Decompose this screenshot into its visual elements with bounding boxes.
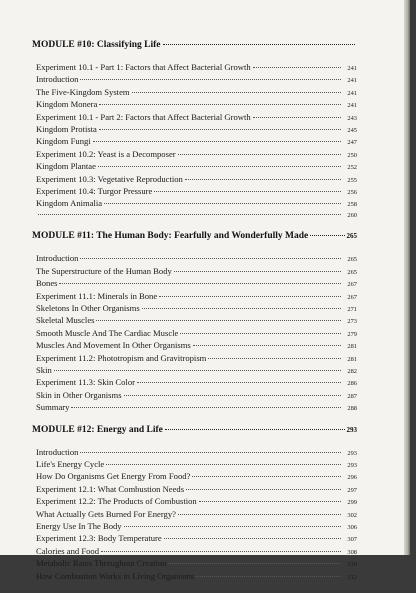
module-11-section [32, 231, 357, 414]
entry-title: Experiment 11.2: Phototropism and Gravitropism [36, 352, 207, 363]
entry-title: Smooth Muscle And The Cardiac Muscle [36, 327, 179, 338]
entry-page: 250 [347, 151, 357, 159]
toc-entry [32, 533, 357, 545]
toc-entry [32, 266, 357, 278]
entry-page: 245 [347, 127, 357, 135]
toc-entry [32, 365, 357, 377]
entry-page: 273 [347, 318, 357, 326]
entry-page: 241 [347, 65, 357, 72]
dot-leader [96, 320, 341, 321]
entry-page: 297 [347, 486, 357, 494]
entry-page: 252 [347, 164, 357, 172]
toc-entry [32, 62, 357, 74]
toc-entry [32, 571, 357, 583]
module-10-section [32, 40, 357, 221]
dot-leader [180, 333, 341, 334]
toc-entry [32, 136, 357, 148]
dot-leader [163, 44, 355, 45]
dot-leader [59, 283, 341, 284]
entry-page: 241 [347, 89, 357, 97]
toc-entry [32, 124, 357, 136]
entry-title: Energy Use In The Body [36, 521, 122, 531]
entry-page: 241 [347, 77, 357, 85]
toc-entry [32, 87, 357, 99]
toc-entry [32, 546, 357, 558]
entry-page: 306 [347, 524, 357, 531]
entry-title: Experiment 10.1 - Part 2: Factors that Affect Bacterial Growth [36, 111, 251, 122]
dot-leader [174, 271, 341, 272]
entry-page: 281 [347, 343, 357, 351]
entry-page: 247 [347, 139, 357, 147]
toc-entry [32, 303, 357, 315]
entry-page: 265 [347, 268, 357, 276]
dot-leader [99, 129, 341, 130]
entry-page: 267 [347, 281, 357, 289]
entry-title: Skin in Other Organisms [36, 389, 122, 400]
entry-page: 293 [347, 449, 357, 457]
toc-entry [32, 291, 357, 303]
entry-page: 299 [347, 499, 357, 507]
entry-title: Calories and Food [36, 545, 100, 556]
entry-title: Experiment 10.4: Turgor Pressure [36, 186, 153, 197]
entry-title: Skeletons In Other Organisms [36, 302, 140, 313]
dot-leader [178, 514, 341, 515]
dot-leader [193, 345, 341, 346]
entry-title: Kingdom Protista [36, 124, 97, 135]
entry-title: Skin [36, 364, 52, 375]
entry-title: Summary [36, 402, 70, 413]
toc-entry [32, 149, 357, 161]
dot-leader [106, 464, 341, 465]
dot-leader [80, 258, 341, 259]
entry-title: The Five-Kingdom System [36, 86, 130, 97]
toc-entry [32, 174, 357, 186]
dot-leader [104, 203, 341, 204]
dot-leader [208, 358, 341, 359]
dot-leader [80, 452, 341, 453]
dot-leader [186, 489, 341, 490]
entry-page: 281 [347, 355, 357, 363]
entry-page: 260 [347, 211, 357, 219]
toc-entry [32, 509, 357, 521]
entry-list [32, 253, 357, 414]
entry-page: 258 [347, 201, 357, 209]
dot-leader [168, 563, 341, 564]
entry-title: Experiment 12.2: The Products of Combustion [36, 496, 197, 507]
entry-title: Introduction [36, 446, 79, 457]
toc-entry [32, 459, 357, 471]
entry-page: 308 [347, 548, 357, 556]
entry-title: Bones [36, 278, 58, 289]
toc-entry [32, 99, 357, 111]
entry-title: Experiment 11.1: Minerals in Bone [36, 290, 158, 301]
toc-entry [32, 74, 357, 86]
toc-entry [32, 390, 357, 402]
entry-title: Kingdom Animalia [36, 198, 103, 209]
toc-entry [32, 211, 357, 221]
toc-entry [32, 340, 357, 352]
dot-leader [185, 179, 341, 180]
dot-leader [253, 117, 341, 118]
toc-entry [32, 186, 357, 198]
entry-title: Experiment 12.3: Body Temperature [36, 533, 162, 544]
entry-page: 265 [347, 256, 357, 264]
dot-leader [165, 429, 345, 430]
entry-title: How Combustion Works in Living Organisms [36, 570, 195, 581]
page-edge [404, 0, 410, 555]
entry-title: Life's Energy Cycle [36, 458, 105, 469]
entry-title: Experiment 10.2: Yeast is a Decomposer [36, 148, 176, 159]
toc-entry [32, 198, 357, 210]
entry-title: The Superstructure of the Human Body [36, 265, 172, 276]
dot-leader [159, 296, 341, 297]
entry-page: 241 [347, 102, 357, 110]
entry-page: 307 [347, 536, 357, 544]
entry-page: 279 [347, 330, 357, 338]
toc-entry [32, 471, 357, 483]
toc-entry [32, 161, 357, 173]
entry-page: 282 [347, 367, 357, 375]
module-title: MODULE #11: The Human Body: Fearfully and Wonderfully Made [32, 231, 309, 242]
entry-page: 312 [347, 573, 357, 581]
entry-title: Muscles And Movement In Other Organisms [36, 340, 191, 351]
toc-entry [32, 447, 357, 459]
entry-page: 288 [347, 405, 357, 413]
dot-leader [192, 476, 341, 477]
toc-entry [32, 496, 357, 508]
entry-page: 256 [347, 189, 357, 197]
entry-title: Kingdom Plantae [36, 161, 96, 172]
dot-leader [310, 235, 344, 236]
entry-page: 243 [347, 114, 357, 122]
toc-entry [32, 353, 357, 365]
dot-leader [178, 154, 341, 155]
entry-title: How Do Organisms Get Energy From Food? [36, 471, 191, 482]
dot-leader [196, 576, 341, 577]
entry-page: 287 [347, 392, 357, 400]
entry-title: What Actually Gets Burned For Energy? [36, 508, 176, 519]
entry-title: Introduction [36, 253, 79, 264]
entry-page: 267 [347, 293, 357, 301]
toc-entry [32, 484, 357, 496]
dot-leader [124, 526, 341, 527]
dot-leader [98, 166, 341, 167]
entry-page: 302 [347, 511, 357, 519]
entry-title: Experiment 12.1: What Combustion Needs [36, 483, 185, 494]
dot-leader [124, 395, 341, 396]
dot-leader [253, 67, 341, 68]
entry-title: Metabolic Rates Throughout Creation [36, 558, 167, 569]
dot-leader [154, 191, 341, 192]
dot-leader [80, 79, 341, 80]
module-12-section [32, 425, 357, 583]
toc-entry [32, 377, 357, 389]
module-heading [32, 425, 357, 435]
dot-leader [99, 104, 341, 105]
entry-title: Experiment 10.3: Vegetative Reproduction [36, 173, 183, 184]
dot-leader [164, 538, 341, 539]
dot-leader [199, 501, 341, 502]
table-of-contents [32, 40, 357, 593]
dot-leader [54, 370, 341, 371]
entry-page: 310 [347, 561, 357, 569]
entry-title: Skeletal Muscles [36, 315, 95, 326]
module-title: MODULE #10: Classifying Life [32, 40, 161, 50]
dot-leader [71, 407, 341, 408]
toc-entry [32, 402, 357, 414]
entry-page: 255 [347, 176, 357, 184]
entry-title: Experiment 11.3: Skin Color [36, 377, 135, 388]
entry-list [32, 62, 357, 221]
entry-page: 271 [347, 305, 357, 313]
toc-entry [32, 278, 357, 290]
entry-list [32, 447, 357, 583]
entry-title: Experiment 10.1 - Part 1: Factors that Affect Bacterial Growth [36, 62, 251, 72]
entry-title: Kingdom Fungi [36, 136, 91, 147]
toc-entry [32, 112, 357, 124]
module-page: 293 [346, 425, 357, 434]
dot-leader [137, 382, 341, 383]
module-heading [32, 231, 357, 241]
module-title: MODULE #12: Energy and Life [32, 424, 163, 435]
toc-entry [32, 315, 357, 327]
toc-entry [32, 328, 357, 340]
dot-leader [38, 214, 341, 215]
entry-title: Kingdom Monera [36, 99, 98, 110]
dot-leader [101, 551, 341, 552]
dot-leader [142, 308, 341, 309]
entry-title: Introduction [36, 74, 79, 85]
dot-leader [132, 92, 341, 93]
entry-page: 296 [347, 474, 357, 482]
entry-page: 286 [347, 380, 357, 388]
dot-leader [93, 141, 341, 142]
toc-entry [32, 253, 357, 265]
module-heading [32, 40, 357, 50]
module-page: 265 [346, 232, 357, 241]
toc-entry [32, 558, 357, 570]
toc-entry [32, 521, 357, 533]
entry-page: 293 [347, 461, 357, 469]
